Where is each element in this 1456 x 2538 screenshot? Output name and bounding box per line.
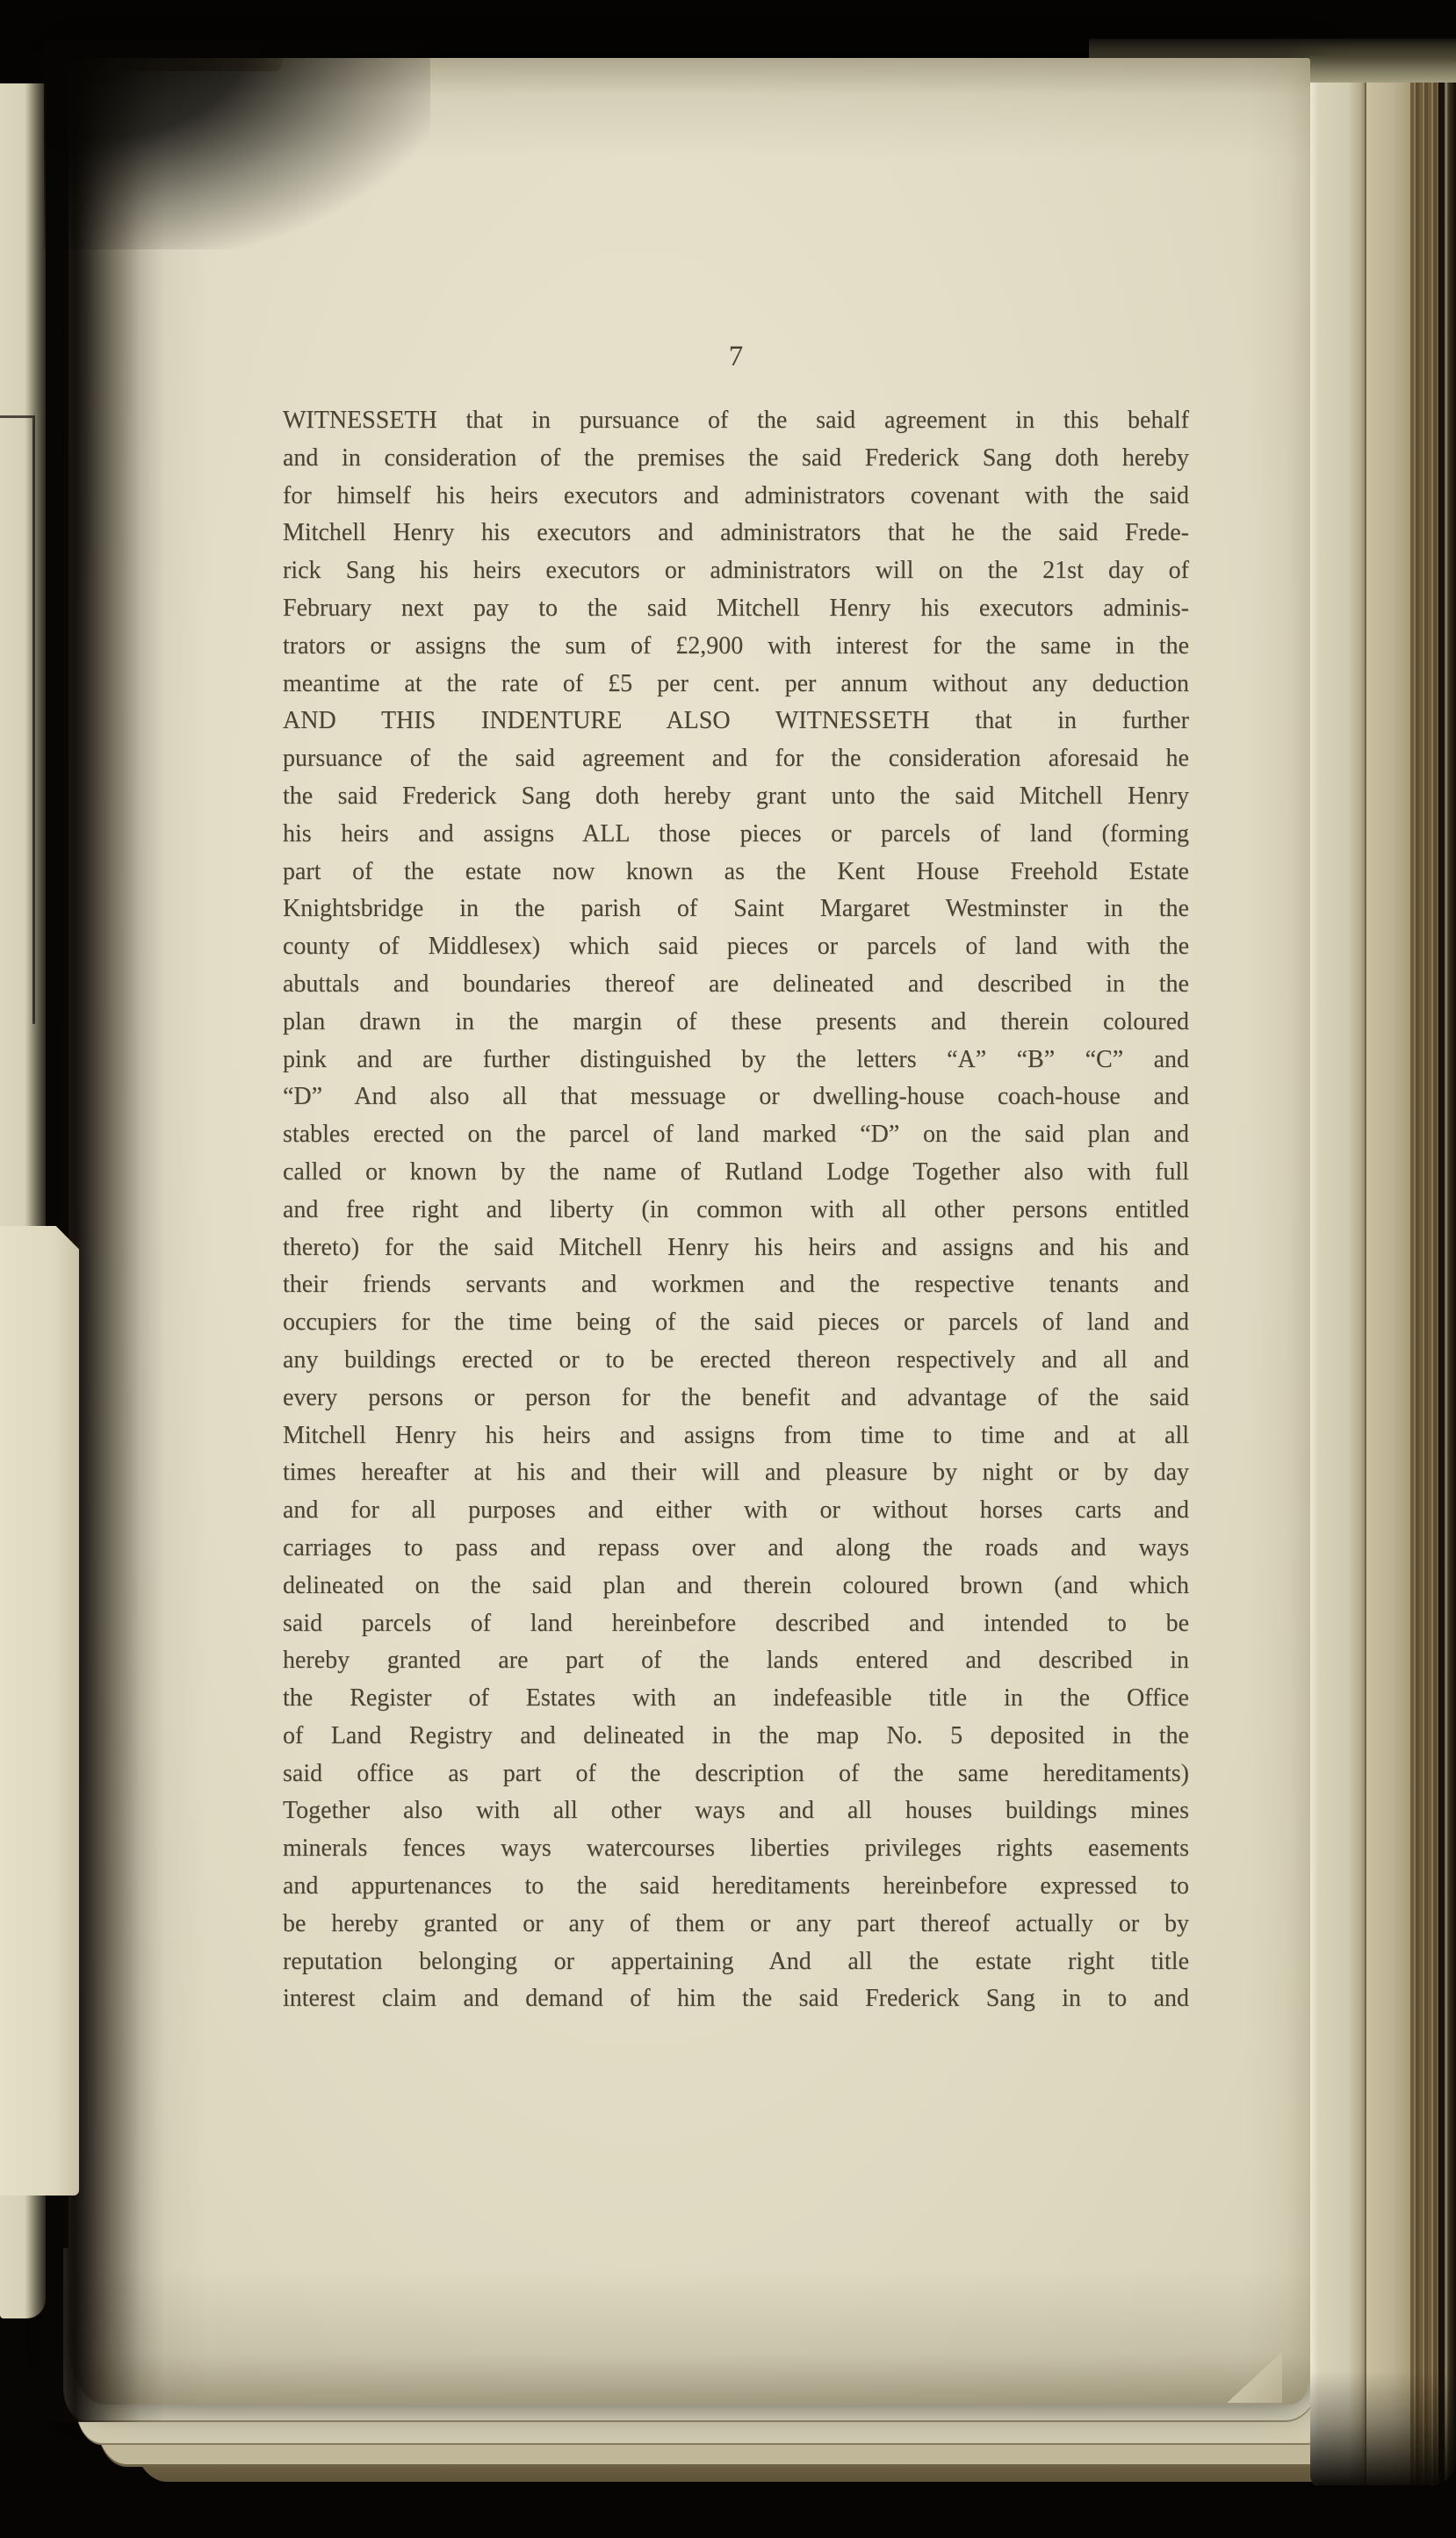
text-line: his heirs and assigns ALL those pieces or parcels of land (forming (283, 819, 1189, 847)
text-line: Knightsbridge in the parish of Saint Margaret Westminster in the (283, 895, 1189, 923)
text-line: pink and are further distinguished by the letters “A” “B” “C” and (283, 1045, 1189, 1073)
page-number: 7 (728, 341, 744, 372)
text-line: times hereafter at his and their will and pleasure by night or by day (283, 1459, 1189, 1487)
text-line: called or known by the name of Rutland Lodge Together also with full (283, 1157, 1189, 1186)
text-line: carriages to pass and repass over and along the roads and ways (283, 1533, 1189, 1561)
text-line: county of Middlesex) which said pieces or parcels of land with the (283, 933, 1189, 961)
text-line: interest claim and demand of him the said Frederick Sang in to and (283, 1985, 1189, 2013)
text-line: any buildings erected or to be erected thereon respectively and all and (283, 1345, 1189, 1374)
text-line: and in consideration of the premises the said Frederick Sang doth hereby (283, 443, 1189, 472)
text-line: meantime at the rate of £5 per cent. per annum without any deduction (283, 669, 1189, 697)
text-line: part of the estate now known as the Kent House Freehold Estate (283, 857, 1189, 885)
text-line: pursuance of the said agreement and for the consideration aforesaid he (283, 745, 1189, 773)
text-line: said office as part of the description of the same hereditaments) (283, 1759, 1189, 1787)
text-line: trators or assigns the sum of £2,900 with interest for the same in the (283, 631, 1189, 660)
text-line: and appurtenances to the said hereditaments hereinbefore expressed to (283, 1872, 1189, 1900)
text-line: hereby granted are part of the lands entered and described in (283, 1647, 1189, 1675)
page-stack-band-3 (1410, 56, 1438, 2485)
document-text (283, 402, 1189, 2018)
text-line: thereto) for the said Mitchell Henry his heirs and assigns and his and (283, 1233, 1189, 1261)
text-line: stables erected on the parcel of land marked “D” on the said plan and (283, 1121, 1189, 1149)
text-line: minerals fences ways watercourses liberties privileges rights easements (283, 1835, 1189, 1863)
page-stack-bottom-shadow (1310, 2371, 1456, 2485)
text-line: Mitchell Henry his executors and administrators that he the said Frede- (283, 519, 1189, 547)
protruding-page-edge (0, 1226, 79, 2196)
text-line: reputation belonging or appertaining And all the estate right title (283, 1947, 1189, 1975)
dog-ear-fold (1226, 2352, 1282, 2403)
fore-edge-page-stack (1310, 56, 1456, 2485)
text-line: the Register of Estates with an indefeasible title in the Office (283, 1684, 1189, 1712)
text-line: and for all purposes and either with or without horses carts and (283, 1496, 1189, 1525)
text-line: rick Sang his heirs executors or administrators will on the 21st day of (283, 557, 1189, 585)
text-line: abuttals and boundaries thereof are delineated and described in the (283, 970, 1189, 998)
text-line: said parcels of land hereinbefore described and intended to be (283, 1609, 1189, 1637)
text-line: AND THIS INDENTURE ALSO WITNESSETH that in further (283, 707, 1189, 735)
text-line: delineated on the said plan and therein coloured brown (and which (283, 1571, 1189, 1599)
text-line: WITNESSETH that in pursuance of the said agreement in this behalf (283, 407, 1189, 434)
text-line: Mitchell Henry his heirs and assigns from time to time and at all (283, 1421, 1189, 1449)
facing-page-border-line (0, 415, 35, 1024)
text-line: “D” And also all that messuage or dwelling-house coach-house and (283, 1083, 1189, 1111)
text-line: of Land Registry and delineated in the map No. 5 deposited in the (283, 1721, 1189, 1749)
text-line: February next pay to the said Mitchell Henry his executors adminis- (283, 594, 1189, 622)
text-line: occupiers for the time being of the said pieces or parcels of land and (283, 1309, 1189, 1337)
page-stack-band-1 (1310, 56, 1365, 2485)
page-stack-band-2 (1365, 56, 1412, 2485)
text-line: be hereby granted or any of them or any part thereof actually or by (283, 1909, 1189, 1937)
text-line: plan drawn in the margin of these presents and therein coloured (283, 1007, 1189, 1035)
text-line: every persons or person for the benefit and advantage of the said (283, 1383, 1189, 1411)
text-line: for himself his heirs executors and administrators covenant with the said (283, 481, 1189, 509)
text-line: and free right and liberty (in common with all other persons entitled (283, 1195, 1189, 1223)
main-page (68, 58, 1310, 2405)
text-line: the said Frederick Sang doth hereby grant unto the said Mitchell Henry (283, 782, 1189, 810)
page-stack-band-4 (1438, 56, 1456, 2485)
text-line: their friends servants and workmen and the respective tenants and (283, 1271, 1189, 1299)
text-line: Together also with all other ways and all houses buildings mines (283, 1797, 1189, 1825)
page-top-damage-patch (119, 58, 282, 71)
page-stack-top-edge (1310, 56, 1456, 83)
